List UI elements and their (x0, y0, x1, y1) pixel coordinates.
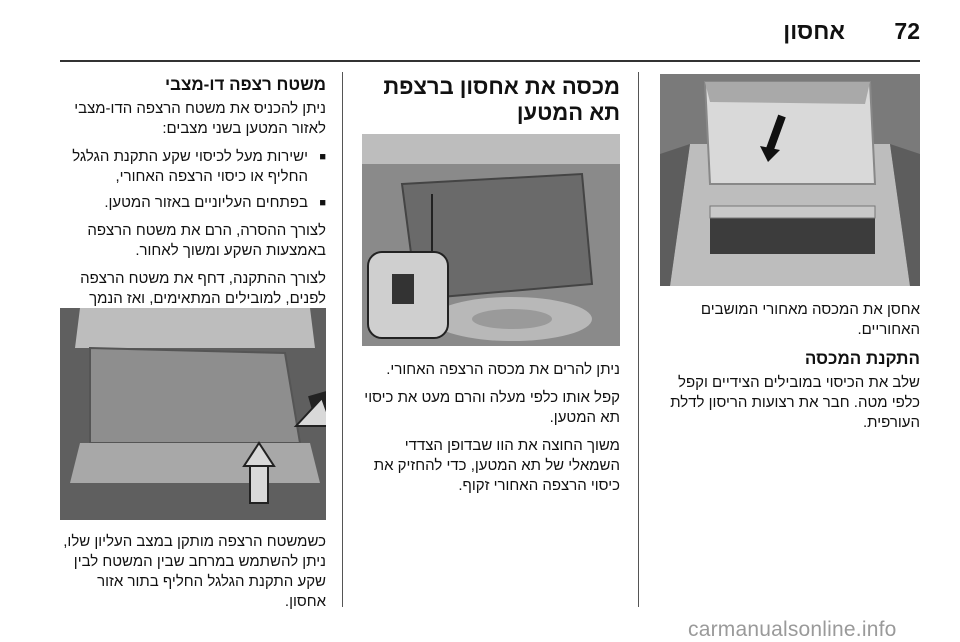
floor-cover-illustration (362, 134, 620, 346)
photo-floor-cover-raised (362, 134, 620, 346)
column-right (660, 300, 920, 441)
text-install-floor: לצורך ההתקנה, דחף את משטח הרצפה לפנים, למובילים המתאימים, ואז הנמך (80, 270, 326, 307)
heading-two-position-floor: משטח רצפה דו-מצבי (164, 75, 326, 94)
cargo-cover-illustration (660, 74, 920, 286)
section-title: אחסון (783, 18, 845, 44)
floor-position-list (60, 147, 326, 213)
header-rule (60, 60, 920, 62)
text-raise-cover: ניתן להרים את מכסה הרצפה האחורי. (386, 361, 620, 378)
list-item: ■ בפתחים העליוניים באזור המטען. (60, 193, 326, 213)
column-left-text (60, 532, 326, 620)
photo-cover-stowed (660, 74, 920, 286)
footer-watermark-url: carmanualsonline.info (688, 618, 897, 641)
floor-panel-illustration (60, 308, 326, 520)
page-header (60, 0, 920, 66)
text-pull-hook: משוך החוצה את הוו שבדופן הצדדי השמאלי של תא המטען, כדי להחזיק את כיסוי הרצפה האחורי זקוף. (373, 437, 620, 494)
column-middle-text (358, 360, 620, 504)
list-item: ■ ישירות מעל לכיסוי שקע התקנת הגלגל החליף או כיסוי הרצפה האחורי, (60, 147, 326, 187)
column-left (60, 74, 326, 337)
text-fold-cover: קפל אותו כלפי מעלה והרם מעט את כיסוי תא המטען. (364, 389, 620, 426)
page-number: 72 (894, 18, 920, 44)
column-middle (358, 74, 620, 134)
text-floor-intro: ניתן להכניס את משטח הרצפה הדו-מצבי לאזור המטען בשני מצבים: (74, 100, 326, 137)
text-install-cover: שלב את הכיסוי במובילים הצידיים וקפל כלפי מטה. חבר את רצועות הריסון לדלת העורפית. (670, 374, 920, 431)
heading-install-cover: התקנת המכסה (804, 349, 920, 368)
heading-floor-storage-cover: מכסה את אחסון ברצפת תא המטען (383, 74, 620, 125)
column-divider-left (342, 72, 343, 607)
photo-floor-panel (60, 308, 326, 520)
text-storage-space: כשמשטח הרצפה מותקן במצב העליון שלו, ניתן להשתמש במרחב שבין המשטח לבין שקע התקנת הגלגל החליף בתור אזור אחסון. (63, 533, 326, 610)
column-divider-right (638, 72, 639, 607)
caption-stow-cover: אחסן את המכסה מאחורי המושבים האחוריים. (700, 301, 920, 338)
text-remove-floor: לצורך ההסרה, הרם את משטח הרצפה באמצעות השקע ומשוך לאחור. (87, 222, 326, 259)
